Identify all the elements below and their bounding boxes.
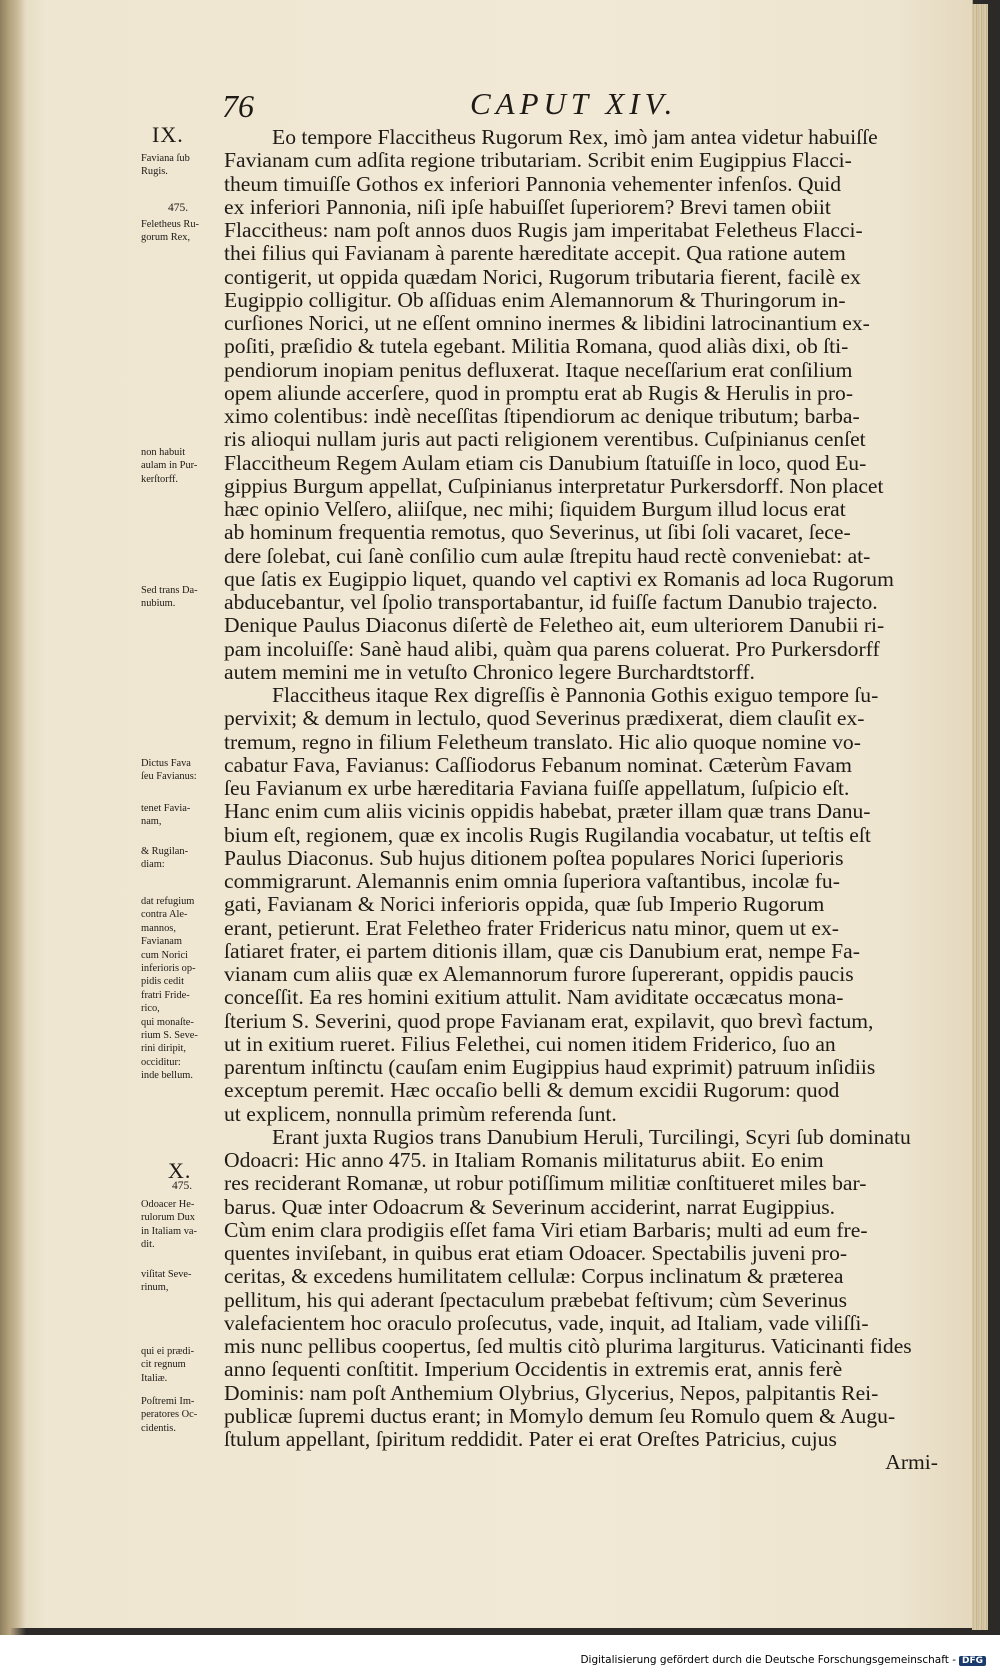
text-line: res reciderant Romanæ, ut robur potiſſimum militiæ conſtitueret miles bar- — [224, 1171, 867, 1196]
text-line: Eo tempore Flaccitheus Rugorum Rex, imò jam antea videtur habuiſſe — [272, 125, 878, 149]
text-line: parentum inſtinctu (cauſam enim Eugippius haud exprimit) patruum inſidiis — [224, 1055, 876, 1079]
text-line: Favianam cum adſita regione tributariam. Scribit enim Eugippius Flacci- — [224, 148, 852, 173]
gutter-shadow — [0, 0, 26, 1635]
text-line: autem memini me in vetuſto Chronico legere Burchardtstorff. — [224, 659, 755, 684]
text-line: ris alioqui nullam juris aut pacti religionem verentibus. Cuſpinianus cenſet — [224, 427, 866, 452]
text-line: Cùm enim clara prodigiis eſſet fama Viri etiam Barbaris; multi ad eum fre- — [224, 1217, 868, 1242]
section-number-x: X. — [168, 1158, 192, 1183]
text-line: Paulus Diaconus. Sub hujus ditionem poſtea populares Norici ſuperioris — [224, 845, 844, 870]
section-number-ix: IX. — [152, 122, 184, 147]
text-line: exceptum peremit. Hæc occaſio belli & demum excidii Rugorum: quod — [224, 1078, 840, 1103]
text-line: pervixit; & demum in lectulo, quod Severinus prædixerat, diem clauſit ex- — [224, 706, 865, 731]
text-line: pendiorum inopiam penitus defluxerat. Itaque neceſſarium erat conſilium — [224, 357, 853, 382]
text-line: theum timuiſſe Gothos ex inferiori Pannonia vehementer infenſos. Quid — [224, 171, 842, 196]
margin-note: dat refugium contra Ale- mannos, Favianam cum Norici inferioris op- pidis cedit fratri Fride- rico, qui monaſte- rium S. Seve- rini diripit, occiditur: inde bellum. — [141, 896, 198, 1082]
text-line: gippius Burgum appellat, Cuſpinianus interpretatur Purkersdorff. Non placet — [224, 473, 884, 498]
text-line: quentes inviſebant, in quibus erat etiam Odoacer. Spectabilis juveni pro- — [224, 1241, 848, 1265]
text-line: dere ſolebat, cui ſanè conſilio cum aulæ ſtrepitu haud rectè conveniebat: at- — [224, 543, 871, 568]
footer-credit — [580, 1654, 986, 1666]
text-line: pam incoluiſſe: Sanè haud alibi, quàm qua parens coluerat. Pro Purkersdorff — [224, 636, 880, 661]
text-line: conceſſit. Ea res homini exitium attulit. Nam aviditate occæcatus mona- — [224, 985, 844, 1010]
text-line: hæc opinio Velſero, aliiſque, nec mihi; ſiquidem Burgum illud locus erat — [224, 497, 846, 521]
text-line: bium eſt, regionem, quæ ex incolis Rugis Rugilandia vocabatur, ut teſtis eſt — [224, 822, 871, 847]
margin-note: qui ei prædi- cit regnum Italiæ. — [141, 1346, 195, 1384]
margin-year: 475. — [172, 1180, 193, 1192]
text-line: Eugippio colligitur. Ob aſſiduas enim Alemannorum & Thuringorum in- — [224, 287, 846, 312]
text-line: ſtulum appellant, ſpiritum reddidit. Pater ei erat Oreſtes Patricius, cujus — [224, 1427, 837, 1451]
margin-note: Poſtremi Im- peratores Oc- cidentis. — [141, 1396, 198, 1434]
text-line: Denique Paulus Diaconus diſertè de Feletheo ait, eum ulteriorem Danubii ri- — [224, 613, 885, 638]
footer-credit-text: Digitalisierung gefördert durch die Deutsche Forschungsgemeinschaft - — [580, 1654, 956, 1666]
dfg-logo: DFG — [959, 1656, 986, 1666]
text-line: barus. Quæ inter Odoacrum & Severinum acciderint, narrat Eugippius. — [224, 1194, 836, 1219]
text-line: que ſatis ex Eugippio liquet, quando vel captivi ex Romanis ad loca Rugorum — [224, 566, 894, 591]
text-line: valefacientem hoc oraculo proſecutus, vade, inquit, ad Italiam, vade viliſſi- — [224, 1310, 869, 1335]
margin-note: Feletheus Ru- gorum Rex, — [141, 219, 200, 244]
text-line: ut explicem, nonnulla primùm referenda ſunt. — [224, 1101, 617, 1126]
margin-year: 475. — [168, 202, 189, 214]
text-line: ſterium S. Severini, quod prope Favianam erat, expilavit, quo brevì factum, — [224, 1008, 874, 1033]
text-line: mis nunc pellibus coopertus, ſed multis citò plurima largiturus. Vaticinanti fides — [224, 1334, 912, 1358]
margin-note: tenet Favia- nam, — [141, 803, 191, 828]
text-line: ſatiaret frater, ei partem ditionis illam, quæ cis Danubium erat, nempe Fa- — [224, 938, 860, 963]
text-line: abducebantur, vel ſpolio transportabantur, id fuiſſe factum Danubio trajecto. — [224, 590, 878, 614]
margin-note: Faviana ſub Rugis. — [141, 153, 190, 178]
margin-note: & Rugilan- diam: — [141, 846, 189, 871]
running-head: CAPUT XIV. — [470, 86, 678, 121]
text-line: erant, petierunt. Erat Feletheo frater Fridericus natu minor, quem ut ex- — [224, 915, 839, 940]
text-line: poſiti, præſidio & tutela egebant. Militia Romana, quod aliàs dixi, ob ſti- — [224, 334, 849, 359]
text-line: Flaccitheus: nam poſt annos duos Rugis jam imperitabat Feletheus Flacci- — [224, 218, 863, 242]
text-line: commigrarunt. Alemannis enim omnia ſuperiora vaſtantibus, incolæ fu- — [224, 869, 840, 893]
page-edges — [972, 4, 988, 1630]
text-line: Erant juxta Rugios trans Danubium Heruli, Turcilingi, Scyri ſub dominatu — [272, 1124, 911, 1149]
text-line: anno ſequenti conſtitit. Imperium Occidentis in extremis erat, annis ferè — [224, 1357, 843, 1382]
text-line: Flaccitheus itaque Rex digreſſis è Pannonia Gothis exiguo tempore ſu- — [272, 683, 879, 707]
text-line: ut in exitium rueret. Filius Felethei, cui nomen itidem Friderico, ſuo an — [224, 1031, 836, 1056]
margin-note: non habuit aulam in Pur- kerſtorff. — [141, 447, 198, 485]
text-line: opem aliunde accerſere, quod in promptu erat ab Rugis & Herulis in pro- — [224, 380, 854, 405]
margin-note: viſitat Seve- rinum, — [141, 1269, 192, 1294]
text-line: thei filius qui Favianam à parente hæreditate accepit. Qua ratione autem — [224, 241, 846, 266]
text-line: ex inferiori Pannonia, niſi ipſe habuiſſet ſuperiorem? Brevi tamen obiit — [224, 194, 831, 219]
text-line: contigerit, ut oppida quædam Norici, Rugorum tributaria fierent, facilè ex — [224, 264, 861, 289]
page-number: 76 — [222, 88, 254, 124]
text-line: vianam cum aliis quæ ex Alemannorum furore ſupererant, oppidis paucis — [224, 962, 854, 986]
text-line: ſeu Favianum ex urbe hæreditaria Faviana fuiſſe appellatum, ſuſpicio eſt. — [224, 776, 850, 800]
text-line: Flaccitheum Regem Aulam etiam cis Danubium ſtatuiſſe in loco, quod Eu- — [224, 450, 867, 475]
margin-note: Odoacer He- rulorum Dux in Italiam va- dit. — [141, 1199, 197, 1251]
text-line: Dominis: nam poſt Anthemium Olybrius, Glycerius, Nepos, palpitantis Rei- — [224, 1380, 879, 1405]
text-line: tremum, regno in filium Feletheum translato. Hic alio quoque nomine vo- — [224, 729, 861, 754]
margin-note: Sed trans Da- nubium. — [141, 585, 198, 610]
text-line: Odoacri: Hic anno 475. in Italiam Romanis militaturus abiit. Eo enim — [224, 1148, 824, 1172]
text-line: Hanc enim cum aliis vicinis oppidis habebat, præter illam quæ trans Danu- — [224, 799, 871, 824]
text-line: ceritas, & excedens humilitatem cellulæ: Corpus inclinatum & præterea — [224, 1264, 844, 1289]
text-line: gati, Favianam & Norici inferioris oppida, quæ ſub Imperio Rugorum — [224, 892, 825, 917]
text-line: ximo colentibus: indè neceſſitas ſtipendiorum ac denique tributum; barba- — [224, 404, 860, 428]
text-line: cabatur Fava, Favianus: Caſſiodorus Febanum nominat. Cæterùm Favam — [224, 752, 852, 777]
body-text — [224, 126, 952, 1475]
text-line: publicæ ſupremi ductus erant; in Momylo demum ſeu Romulo quem & Augu- — [224, 1403, 896, 1428]
catchword: Armi- — [885, 1450, 938, 1475]
text-line: curſiones Norici, ut ne eſſent omnino inermes & libidini latrocinantium ex- — [224, 311, 870, 335]
text-line: ab hominum frequentia remotus, quo Severinus, ut ſibi ſoli vacaret, ſece- — [224, 520, 851, 545]
text-line: pellitum, his qui aderant ſpectaculum præbebat feſtivum; cùm Severinus — [224, 1287, 848, 1312]
margin-note: Dictus Fava ſeu Favianus: — [141, 758, 197, 783]
